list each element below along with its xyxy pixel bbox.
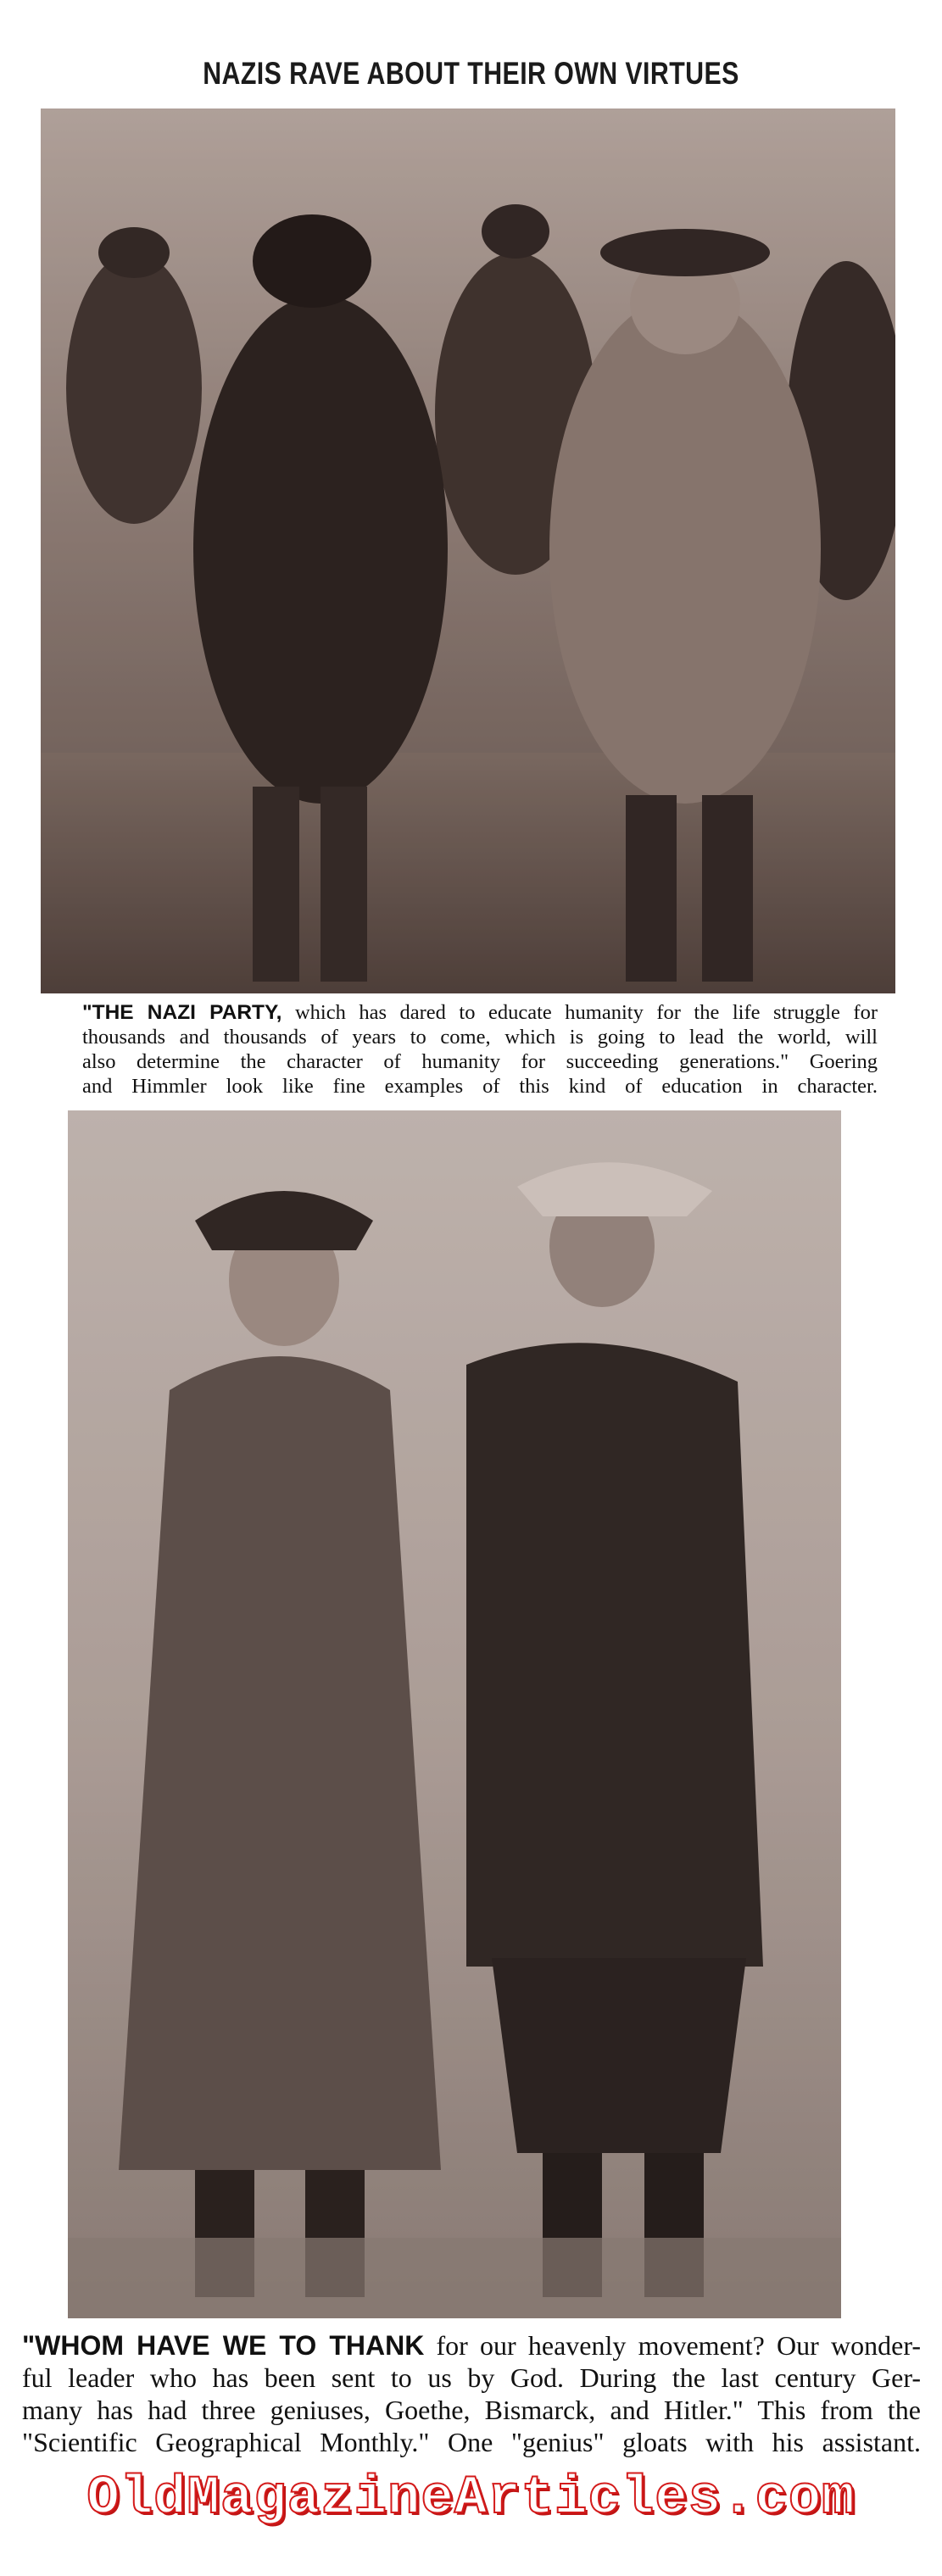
caption-top-line-1: "THE NAZI PARTY, which has dared to educate humanity for the life struggle for (82, 1001, 878, 1024)
caption-bottom (22, 2329, 921, 2458)
site-watermark: OldMagazineArticles.com (86, 2468, 856, 2529)
caption-top-line-2: thousands and thousands of years to come, which is going to lead the world, will (82, 1026, 878, 1049)
caption-bottom-line-3: many has had three geniuses, Goethe, Bismarck, and Hitler." This from the (22, 2395, 921, 2425)
caption-top-line-4: and Himmler look like fine examples of this kind of education in character. (82, 1075, 878, 1098)
caption-top-line-3: also determine the character of humanity for succeeding generations." Goering (82, 1050, 878, 1073)
caption-top (82, 1000, 878, 1099)
caption-bottom-lead: "WHOM HAVE WE TO THANK (22, 2330, 425, 2361)
two-men-walking-photo (68, 1110, 841, 2318)
page-title: NAZIS RAVE ABOUT THEIR OWN VIRTUES (203, 56, 739, 91)
caption-bottom-line-4: "Scientific Geographical Monthly." One "genius" gloats with his assistant. (22, 2427, 921, 2457)
caption-top-lead: "THE NAZI PARTY, (82, 1001, 282, 1024)
caption-bottom-line-2: ful leader who has been sent to us by God. During the last century Ger- (22, 2362, 921, 2393)
caption-bottom-line-1: "WHOM HAVE WE TO THANK for our heavenly movement? Our wonder- (22, 2330, 922, 2361)
outdoor-group-photo (41, 108, 895, 993)
